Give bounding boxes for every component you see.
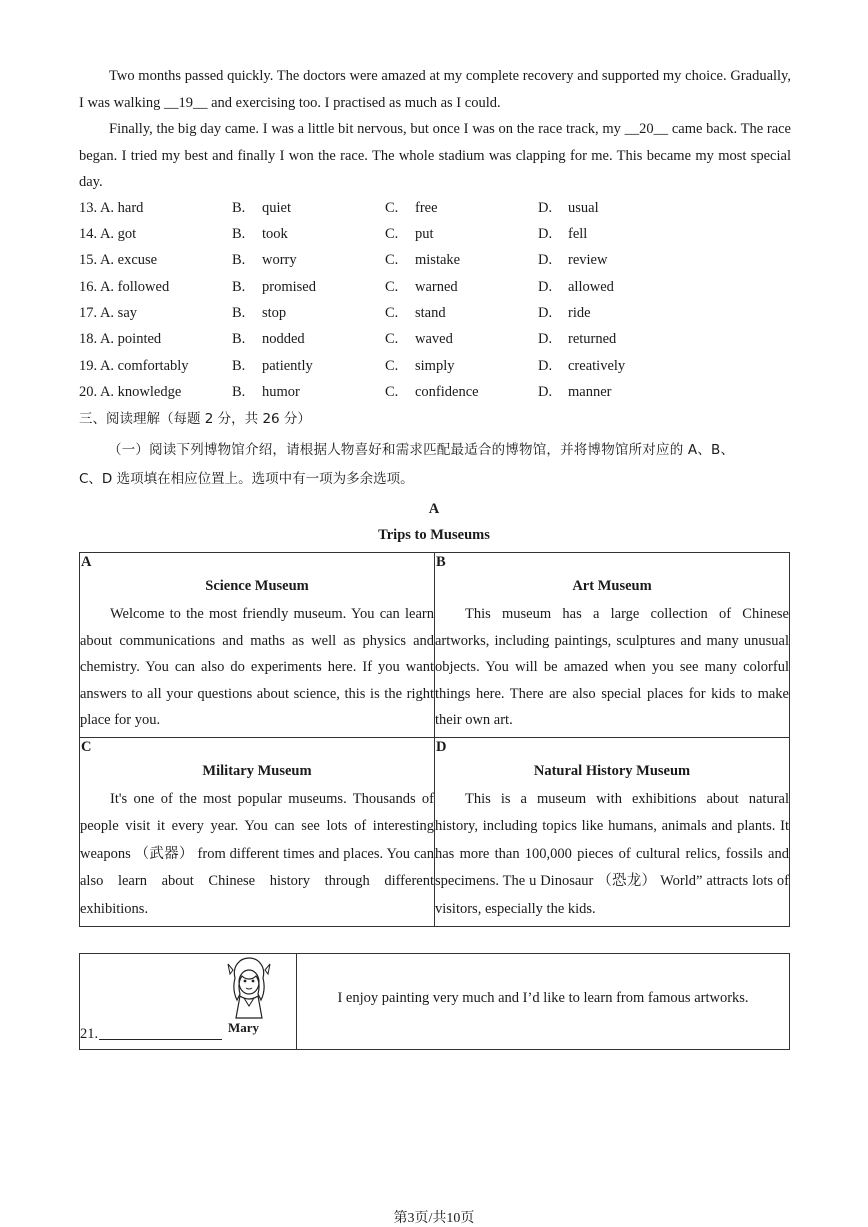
passage-title: Trips to Museums [378, 527, 490, 543]
option-d: returned [568, 331, 617, 347]
museum-cell-b [435, 553, 790, 738]
character-name: Mary [228, 1020, 260, 1035]
option-d: manner [568, 384, 612, 400]
option-d: usual [568, 200, 599, 216]
option-c: simply [415, 358, 455, 374]
option-b: stop [262, 305, 287, 321]
option-a: 17. A. say [79, 305, 137, 321]
option-c: mistake [415, 252, 461, 268]
option-a: 18. A. pointed [79, 331, 162, 347]
table-row [80, 553, 790, 738]
question-answer-cell [80, 954, 297, 1050]
option-b-letter: B. [232, 331, 246, 347]
option-b-letter: B. [232, 200, 246, 216]
option-d: creatively [568, 358, 626, 374]
instruction-line-2: C、D 选项填在相应位置上。选项中有一项为多余选项。 [79, 471, 414, 487]
option-d: fell [568, 226, 588, 242]
option-d: allowed [568, 279, 614, 295]
option-b-letter: B. [232, 358, 246, 374]
option-c-letter: C. [385, 384, 399, 400]
museum-title: Natural History Museum [533, 762, 691, 779]
option-a: 14. A. got [79, 226, 137, 242]
question-statement-cell [297, 954, 790, 1050]
instruction-line-1: （一）阅读下列博物馆介绍，请根据人物喜好和需求匹配最适合的博物馆，并将博物馆所对应的 A、B、 [108, 442, 735, 458]
option-c: warned [415, 279, 458, 295]
option-c-letter: C. [385, 252, 399, 268]
option-c-letter: C. [385, 279, 399, 295]
option-b-letter: B. [232, 252, 246, 268]
museum-description: This museum has a large collection of Chinese artworks, including paintings, sculptures and many unusual objects. You will be amazed when you see many colorful things here. There are also special places for kids to make their own art. [435, 606, 789, 728]
option-c: put [415, 226, 434, 242]
option-d-letter: D. [538, 358, 553, 374]
museums-table [79, 552, 790, 927]
museum-letter: D [436, 738, 447, 755]
answer-blank[interactable] [99, 1038, 222, 1040]
option-c-letter: C. [385, 226, 399, 242]
passage-label: A [428, 501, 440, 517]
page-number-footer: 第3页/共10页 [393, 1211, 475, 1226]
option-d-letter: D. [538, 200, 553, 216]
option-b-letter: B. [232, 226, 246, 242]
option-b: patiently [262, 358, 313, 374]
paragraph-race-day: Finally, the big day came. I was a little bit nervous, but once I was on the race track, my __20__ came back. The race began. I tried my best and finally I won the race. The whole stadium was clapping for me. This became my most special day. [79, 121, 791, 190]
option-d: review [568, 252, 608, 268]
museum-cell-a [80, 553, 435, 738]
option-c: stand [415, 305, 446, 321]
option-d-letter: D. [538, 384, 553, 400]
option-b-letter: B. [232, 305, 246, 321]
museum-description: This is a museum with exhibitions about natural history, including topics like humans, animals and plants. It has more than 100,000 pieces of cultural relics, fossils and specimens. The u Dinosaur （恐龙） World” attracts lots of visitors, especially the kids. [435, 790, 789, 917]
option-b: worry [262, 252, 297, 268]
museum-description: Welcome to the most friendly museum. You can learn about communications and maths as well as physics and chemistry. You can also do experiments here. If you want answers to all your questions about science, this is the right place for you. [80, 606, 434, 728]
museum-title: Science Museum [205, 578, 309, 594]
option-d-letter: D. [538, 279, 553, 295]
option-c-letter: C. [385, 358, 399, 374]
option-d-letter: D. [538, 305, 553, 321]
table-row [80, 954, 790, 1050]
option-b: promised [262, 279, 316, 295]
museum-letter: B [436, 554, 446, 570]
option-b: quiet [262, 200, 291, 216]
option-c: free [415, 200, 438, 216]
option-c-letter: C. [385, 305, 399, 321]
option-a: 13. A. hard [79, 200, 144, 216]
museum-title: Art Museum [572, 578, 652, 594]
option-d-letter: D. [538, 331, 553, 347]
option-a: 20. A. knowledge [79, 384, 182, 400]
option-b-letter: B. [232, 279, 246, 295]
option-b: nodded [262, 331, 305, 347]
option-a: 15. A. excuse [79, 252, 158, 268]
museum-letter: A [81, 554, 92, 570]
option-c: confidence [415, 384, 479, 400]
girl-illustration-icon [226, 956, 272, 1020]
option-d-letter: D. [538, 226, 553, 242]
museum-cell-d [435, 737, 790, 927]
option-c-letter: C. [385, 331, 399, 347]
question-table [79, 953, 790, 1050]
museum-letter: C [81, 738, 92, 755]
option-b: took [262, 226, 288, 242]
option-c-letter: C. [385, 200, 399, 216]
option-a: 19. A. comfortably [79, 358, 189, 374]
option-b: humor [262, 384, 300, 400]
option-d-letter: D. [538, 252, 553, 268]
museum-description: It's one of the most popular museums. Thousands of people visit it every year. You can see lots of interesting weapons （武器） from different times and places. You can also learn about Chinese history through different exhibitions. [80, 790, 434, 917]
question-number: 21. [80, 1026, 99, 1042]
option-d: ride [568, 305, 591, 321]
option-b-letter: B. [232, 384, 246, 400]
museum-cell-c [80, 737, 435, 927]
section-heading: 三、阅读理解（每题 2 分，共 26 分） [79, 411, 311, 427]
table-row [80, 737, 790, 927]
option-c: waved [415, 331, 453, 347]
option-a: 16. A. followed [79, 279, 170, 295]
museum-title: Military Museum [202, 762, 312, 779]
paragraph-recovery: Two months passed quickly. The doctors were amazed at my complete recovery and supported my choice. Gradually, I was walking __19__ and exercising too. I practised as much as I could. [79, 68, 791, 111]
question-statement: I enjoy painting very much and I’d like to learn from famous artworks. [337, 990, 749, 1006]
